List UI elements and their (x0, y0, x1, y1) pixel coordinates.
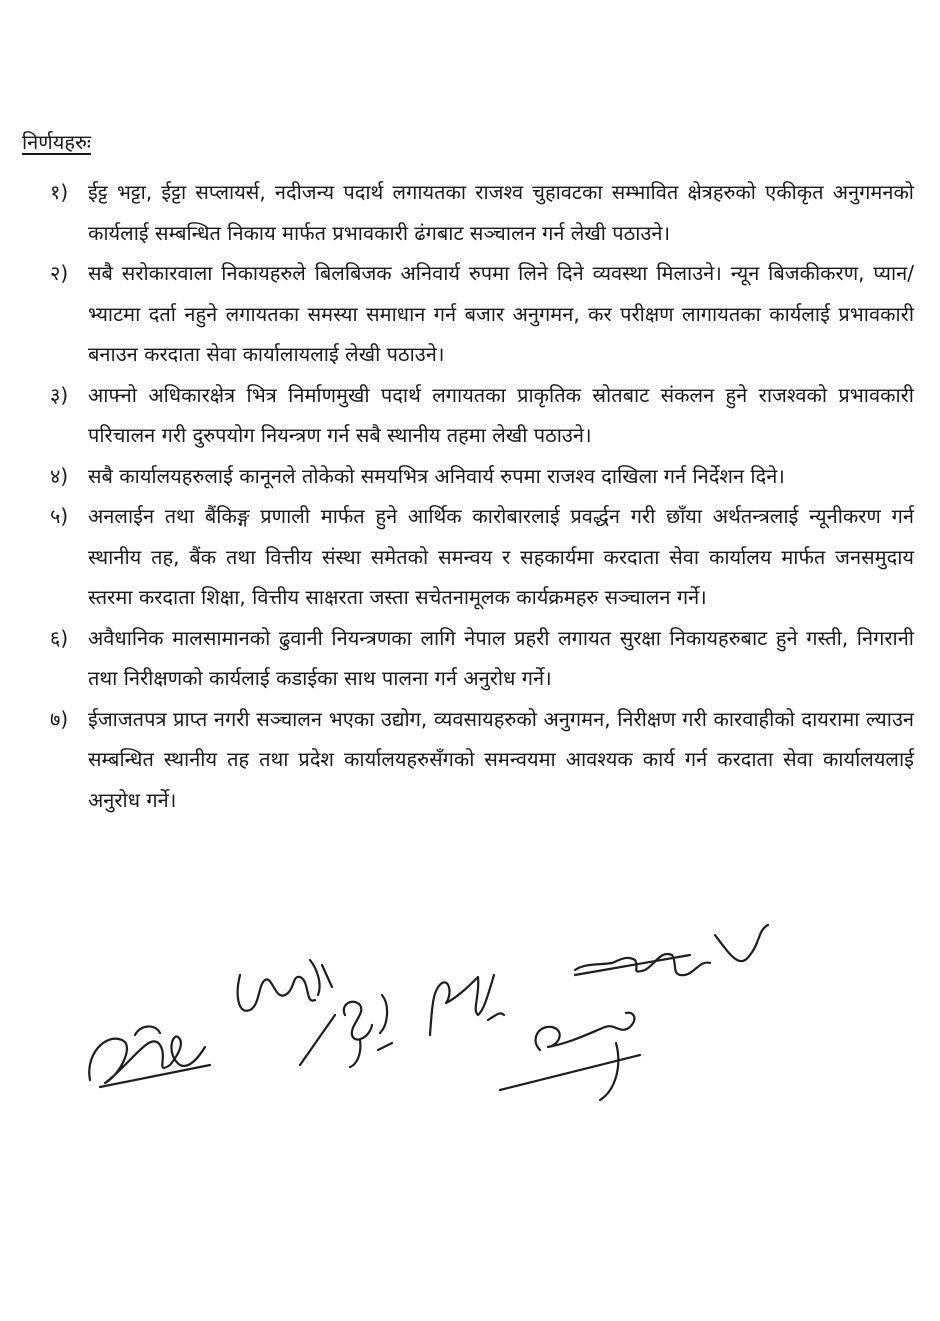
signature-3 (344, 995, 392, 1067)
decision-item-6 (50, 618, 914, 699)
decision-item-5 (50, 496, 914, 618)
decision-item-2 (50, 253, 914, 375)
decision-text: आफ्नो अधिकारक्षेत्र भित्र निर्माणमुखी पदार्थ लगायतका प्राकृतिक स्रोतबाट संकलन हुने राजश्वको प्रभावकारी परिचालन गरी दुरुपयोग नियन्त्रण गर्न सबै स्थानीय तहमा लेखी पठाउने। (88, 382, 914, 447)
decision-number: ७) (50, 706, 69, 731)
decision-text: सबै सरोकारवाला निकायहरुले बिलबिजक अनिवार्य रुपमा लिने दिने व्यवस्था मिलाउने। न्यून बिजकीकरण, प्यान/भ्याटमा दर्ता नहुने लगायतका समस्या समाधान गर्न बजार अनुगमन, कर परीक्षण लागायतका कार्यलाई प्रभावकारी बनाउन करदाता सेवा कार्यालायलाई लेखी पठाउने। (88, 261, 914, 366)
decision-number: ४) (50, 463, 69, 488)
signatures-area (60, 915, 820, 1130)
signature-1 (89, 1026, 210, 1087)
decision-item-1 (50, 172, 914, 253)
decision-item-7 (50, 699, 914, 821)
decision-text: ईजाजतपत्र प्राप्त नगरी सञ्चालन भएका उद्योग, व्यवसायहरुको अनुगमन, निरीक्षण गरी कारवाहीको दायरामा ल्याउन सम्बन्धित स्थानीय तह तथा प्रदेश कार्यालयहरुसँगको समन्वयमा आवश्यक कार्य गर्न करदाता सेवा कार्यालयलाई अनुरोध गर्ने। (88, 706, 914, 812)
signature-5 (575, 925, 768, 975)
decision-item-3 (50, 375, 914, 456)
decision-number: २) (50, 261, 69, 285)
decision-number: १) (50, 180, 69, 204)
decisions-list (0, 172, 940, 820)
signature-6 (500, 1013, 640, 1100)
decision-text: सबै कार्यालयहरुलाई कानूनले तोकेको समयभित्र अनिवार्य रुपमा राजश्व दाखिला गर्न निर्देशन दिने। (88, 463, 785, 488)
decision-text: अवैधानिक मालसामानको ढुवानी नियन्त्रणका लागि नेपाल प्रहरी लगायत सुरक्षा निकायहरुबाट हुने गस्ती, निगरानी तथा निरीक्षणको कार्यलाई कडाईका साथ पालना गर्न अनुरोध गर्ने। (88, 625, 914, 690)
signatures-graphic (60, 915, 820, 1130)
decision-text: ईट्ट भट्टा, ईट्टा सप्लायर्स, नदीजन्य पदार्थ लगायतका राजश्व चुहावटका सम्भावित क्षेत्रहरुको एकीकृत अनुगमनको कार्यलाई सम्बन्धित निकाय मार्फत प्रभावकारी ढंगबाट सञ्चालन गर्न लेखी पठाउने। (88, 180, 914, 245)
signature-4 (430, 975, 504, 1035)
decision-text: अनलाईन तथा बैंकिङ्ग प्रणाली मार्फत हुने आर्थिक कारोबारलाई प्रवर्द्धन गरी छाँया अर्थतन्त्रलाई न्यूनीकरण गर्न स्थानीय तह, बैंक तथा वित्तीय संस्था समेतको समन्वय र सहकार्यमा करदाता सेवा कार्यालय मार्फत जनसमुदाय स्तरमा करदाता शिक्षा, वित्तीय साक्षरता जस्ता सचेतनामूलक कार्यक्रमहरु सञ्चालन गर्ने। (88, 504, 914, 609)
decisions-heading: निर्णयहरुः (22, 130, 91, 154)
decision-number: ५) (50, 504, 69, 528)
signature-2 (238, 960, 335, 1065)
decision-item-4 (50, 456, 914, 497)
decision-number: ३) (50, 382, 69, 407)
decision-number: ६) (50, 625, 69, 650)
